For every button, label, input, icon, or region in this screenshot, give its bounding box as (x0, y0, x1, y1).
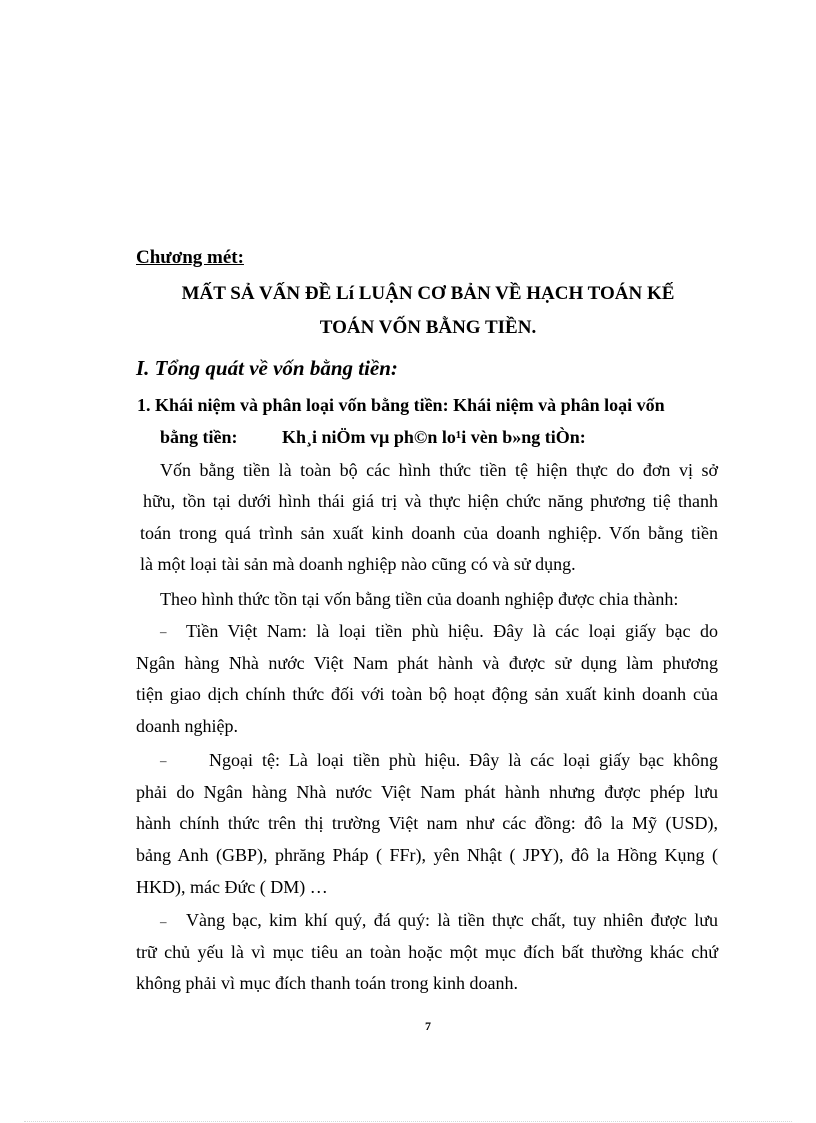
subsection-heading-line-2b: Kh¸i niÖm vµ ph©n lo¹i vèn b»ng tiÒn: (282, 427, 586, 447)
bullet-3-line-2: trữ chủ yếu là vì mục tiêu an toàn hoặc một mục đích bất thường khác chứ (136, 942, 718, 962)
bullet-2-line-4: bảng Anh (GBP), phrăng Pháp ( FFr), yên Nhật ( JPY), đô la Hồng Kụng ( (136, 845, 718, 865)
bullet-marker-3: – (160, 914, 167, 929)
chapter-label: Chương mét: (136, 247, 244, 268)
paragraph-1-line-3: toán trong quá trình sản xuất kinh doanh của doanh nghiệp. Vốn bằng tiền (140, 523, 718, 543)
paragraph-1-line-1: Vốn bằng tiền là toàn bộ các hình thức tiền tệ hiện thực do đơn vị sở (160, 460, 718, 480)
paragraph-2: Theo hình thức tồn tại vốn bằng tiền của doanh nghiệp được chia thành: (160, 589, 679, 609)
chapter-title-line-2: TOÁN VỐN BẰNG TIỀN. (319, 317, 537, 338)
bullet-2-line-5: HKD), mác Đức ( DM) … (136, 877, 328, 897)
bullet-marker-2: – (160, 753, 167, 768)
bullet-marker-1: – (160, 624, 167, 639)
bullet-2-line-3: hành chính thức trên thị trường Việt nam như các đồng: đô la Mỹ (USD), (136, 813, 718, 833)
page-number: 7 (425, 1019, 431, 1033)
section-heading: I. Tổng quát về vốn bằng tiền: (136, 356, 398, 380)
subsection-heading-line-2a: bằng tiền: (160, 427, 238, 447)
bullet-2-line-1: Ngoại tệ: Là loại tiền phù hiệu. Đây là các loại giấy bạc không (209, 750, 718, 770)
bullet-1-line-3: tiện giao dịch chính thức đối với toàn bộ hoạt động sản xuất kinh doanh của (136, 684, 718, 704)
chapter-title-line-1: MẤT SẢ VẤN ĐỀ Lí LUẬN CƠ BẢN VỀ HẠCH TOÁN KẾ (181, 283, 675, 304)
bullet-3-line-3: không phải vì mục đích thanh toán trong kinh doanh. (136, 973, 518, 993)
bullet-1-line-4: doanh nghiệp. (136, 716, 238, 736)
bullet-1-line-2: Ngân hàng Nhà nước Việt Nam phát hành và được sử dụng làm phương (136, 653, 718, 673)
bullet-3-line-1: Vàng bạc, kim khí quý, đá quý: là tiền thực chất, tuy nhiên được lưu (186, 910, 718, 930)
paragraph-1-line-2: hữu, tồn tại dưới hình thái giá trị và thực hiện chức năng phương tiệ thanh (143, 491, 718, 511)
page-bottom-divider (24, 1121, 792, 1122)
bullet-1-line-1: Tiền Việt Nam: là loại tiền phù hiệu. Đây là các loại giấy bạc do (186, 621, 718, 641)
paragraph-1-line-4: là một loại tài sản mà doanh nghiệp nào cũng có và sử dụng. (140, 554, 576, 574)
bullet-2-line-2: phải do Ngân hàng Nhà nước Việt Nam phát hành nhưng được phép lưu (136, 782, 718, 802)
subsection-heading-line-1: 1. Khái niệm và phân loại vốn bằng tiền: Khái niệm và phân loại vốn (137, 395, 665, 415)
